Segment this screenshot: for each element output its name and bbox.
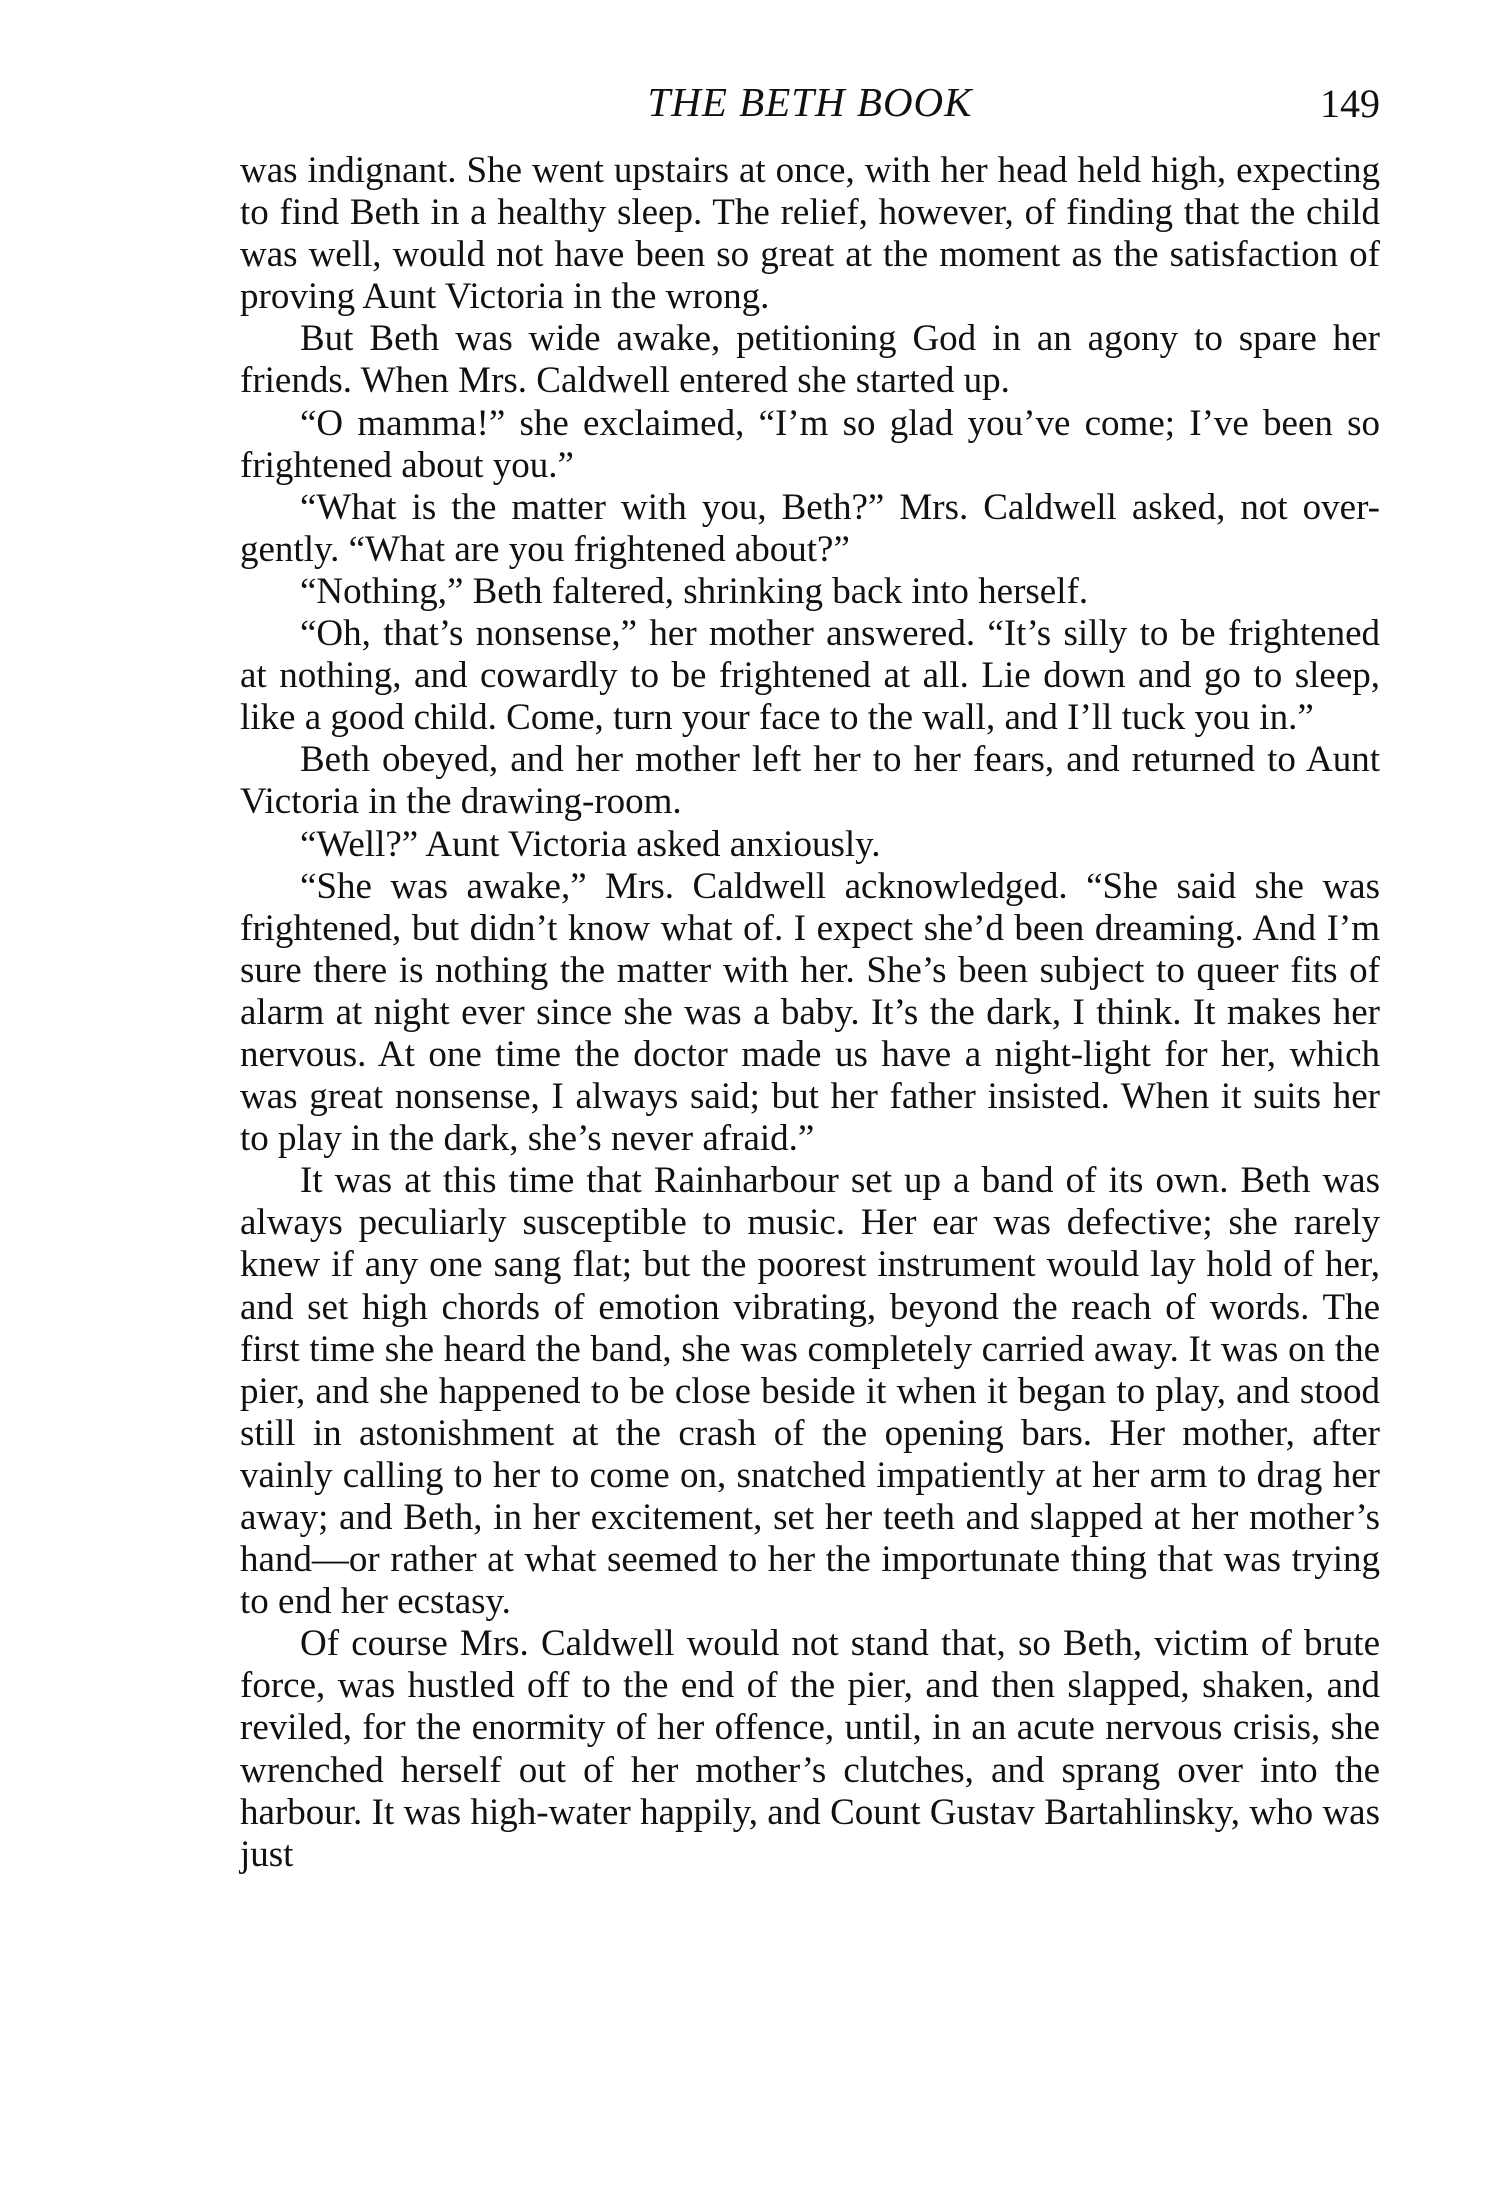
paragraph: “O mamma!” she exclaimed, “I’m so glad you’ve come; I’ve been so frightened about you.”	[240, 402, 1380, 486]
paragraph: “Nothing,” Beth faltered, shrinking back into herself.	[300, 570, 1089, 612]
paragraph: But Beth was wide awake, petitioning God in an agony to spare her friends. When Mrs. Caldwell entered she started up.	[240, 318, 1380, 402]
body-text	[240, 150, 1380, 1876]
paragraph-continued: was indignant. She went upstairs at once, with her head held high, expecting to find Beth in a healthy sleep. The relief, however, of finding that the child was well, would not have been so great at the moment as the satisfaction of proving Aunt Victoria in the wrong.	[240, 150, 1380, 318]
paragraph: “Oh, that’s nonsense,” her mother answered. “It’s silly to be frightened at nothing, and cowardly to be frightened at all. Lie down and go to sleep, like a good child. Come, turn your face to the wall, and I’ll tuck you in.”	[240, 613, 1380, 739]
paragraph: “Well?” Aunt Victoria asked anxiously.	[300, 823, 881, 865]
running-title: THE BETH BOOK	[647, 79, 973, 125]
running-head	[240, 78, 1380, 138]
paragraph: It was at this time that Rainharbour set up a band of its own. Beth was always peculiarly susceptible to music. Her ear was defective; she rarely knew if any one sang flat; but the poorest instrument would lay hold of her, and set high chords of emotion vibrating, beyond the reach of words. The first time she heard the band, she was completely carried away. It was on the pier, and she happened to be close beside it when it began to play, and stood still in astonishment at the crash of the opening bars. Her mother, after vainly calling to her to come on, snatched impatiently at her arm to drag her away; and Beth, in her excitement, set her teeth and slapped at her mother’s hand—or rather at what seemed to her the importunate thing that was trying to end her ecstasy.	[240, 1160, 1380, 1623]
paragraph: “What is the matter with you, Beth?” Mrs. Caldwell asked, not over-gently. “What are you frightened about?”	[240, 486, 1380, 570]
paragraph: “She was awake,” Mrs. Caldwell acknowledged. “She said she was frightened, but didn’t know what of. I expect she’d been dreaming. And I’m sure there is nothing the matter with her. She’s been subject to queer fits of alarm at night ever since she was a baby. It’s the dark, I think. It makes her nervous. At one time the doctor made us have a night-light for her, which was great nonsense, I always said; but her father insisted. When it suits her to play in the dark, she’s never afraid.”	[240, 865, 1380, 1160]
paragraph: Beth obeyed, and her mother left her to her fears, and returned to Aunt Victoria in the drawing-room.	[240, 739, 1380, 823]
page-number: 149	[1320, 81, 1380, 126]
paragraph: Of course Mrs. Caldwell would not stand that, so Beth, victim of brute force, was hustled off to the end of the pier, and then slapped, shaken, and reviled, for the enormity of her offence, until, in an acute nervous crisis, she wrenched herself out of her mother’s clutches, and sprang over into the harbour. It was high-water happily, and Count Gustav Bartahlinsky, who was just	[240, 1623, 1380, 1875]
